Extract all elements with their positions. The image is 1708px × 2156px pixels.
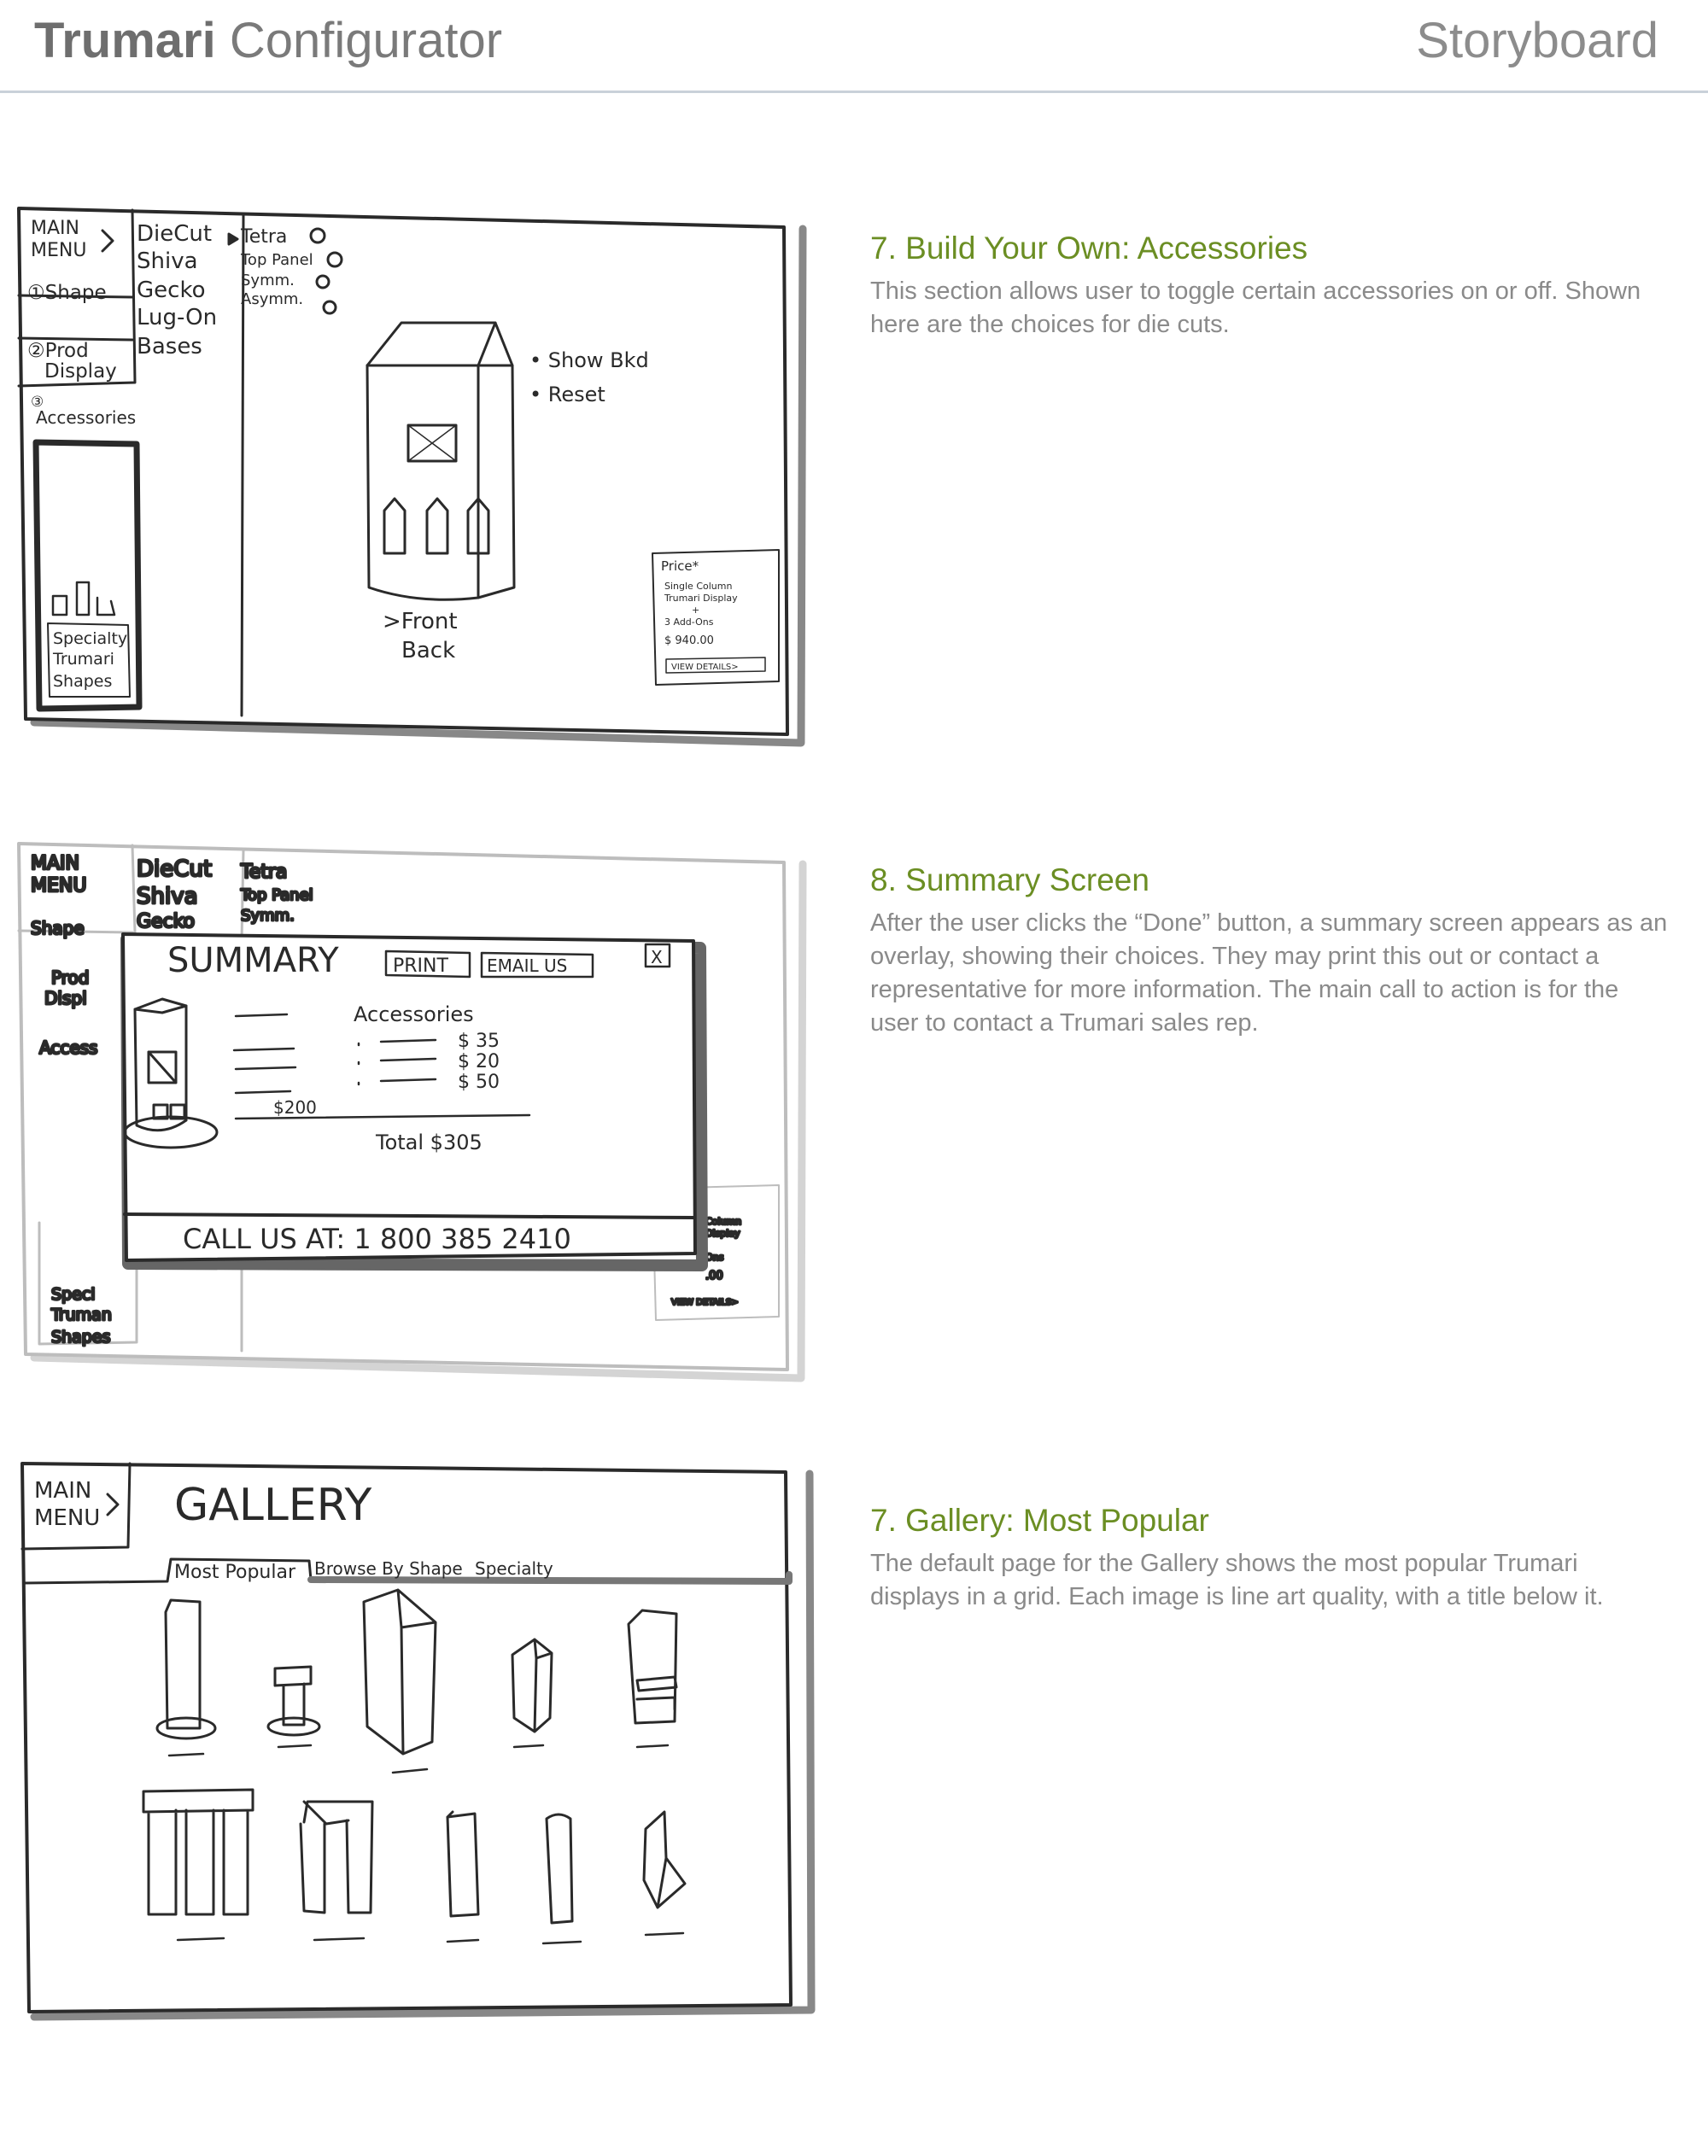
gallery-item-6[interactable]: [143, 1790, 253, 1940]
bg-main-menu-line2: MENU: [31, 875, 87, 897]
product-name: Configurator: [229, 13, 503, 68]
bg-step-accessories: Access: [39, 1037, 98, 1058]
tab-specialty[interactable]: Specialty: [475, 1558, 553, 1579]
bg-category-shiva: Shiva: [137, 884, 198, 909]
specialty-shapes-thumbnail: [53, 582, 114, 615]
bg-step-display: Displ: [44, 988, 87, 1008]
view-front-link[interactable]: >Front: [383, 609, 458, 634]
bg-category-gecko: Gecko: [137, 911, 196, 932]
option-symm[interactable]: Symm.: [241, 272, 295, 289]
bg-view-details: VIEW DETAILS>: [671, 1298, 739, 1307]
bg-specialty-line3: Shapes: [51, 1328, 111, 1347]
bg-option-top-panel: Top Panel: [241, 886, 313, 904]
summary-overlay: [123, 934, 695, 1260]
frame-description: The default page for the Gallery shows the most popular Trumari displays in a grid. Each image is line art quality, with a title below it.: [870, 1550, 1604, 1610]
bg-step-prod: Prod: [51, 967, 90, 988]
tab-most-popular[interactable]: Most Popular: [174, 1562, 296, 1583]
gallery-item-8[interactable]: [447, 1812, 478, 1942]
gallery-item-9[interactable]: [543, 1814, 581, 1943]
sketch-summary: [0, 838, 820, 1385]
category-diecut[interactable]: DieCut: [137, 221, 213, 247]
price-total: $ 940.00: [664, 634, 714, 647]
bg-option-symm: Symm.: [241, 907, 295, 925]
product-preview-drawing: [367, 323, 514, 599]
print-button-label[interactable]: PRINT: [393, 955, 448, 977]
price-label: Price*: [661, 558, 699, 574]
gallery-item-7[interactable]: [301, 1802, 372, 1940]
bg-price-line4: .00: [705, 1270, 723, 1282]
category-lug-on[interactable]: Lug-On: [137, 305, 218, 330]
option-tetra[interactable]: Tetra: [241, 226, 288, 248]
tab-browse-by-shape[interactable]: Browse By Shape: [314, 1558, 463, 1579]
caption-gallery: [870, 1503, 1673, 1614]
toggle-tetra-icon[interactable]: [311, 229, 325, 242]
price-item-line1: Single Column: [664, 581, 733, 592]
page-header: [0, 0, 1708, 92]
toggle-top-panel-icon[interactable]: [328, 253, 342, 266]
accessory-price-1: $ 35: [458, 1031, 500, 1052]
section-label: Storyboard: [1416, 13, 1658, 68]
bg-specialty-line1: Speci: [51, 1285, 96, 1304]
brand-name: Trumari: [34, 13, 216, 68]
document-title: [34, 12, 502, 69]
price-plus: +: [692, 605, 700, 616]
step-prod[interactable]: ②Prod: [27, 340, 89, 362]
step-shape[interactable]: ①Shape: [27, 282, 107, 304]
gallery-title: GALLERY: [174, 1480, 372, 1531]
header-divider: [0, 91, 1708, 93]
bg-main-menu-line1: MAIN: [31, 853, 79, 874]
step-display[interactable]: Display: [44, 360, 117, 383]
specialty-line2: Trumari: [53, 650, 114, 669]
accessory-price-2: $ 20: [458, 1051, 500, 1072]
main-menu-line2[interactable]: MENU: [34, 1505, 101, 1531]
bg-price-line3: Ons: [705, 1252, 724, 1263]
chevron-right-icon: [102, 231, 113, 251]
specialty-line1: Specialty: [53, 629, 128, 648]
caption-summary: [870, 862, 1673, 1040]
gallery-item-3[interactable]: [364, 1590, 436, 1773]
price-addons: 3 Add-Ons: [664, 616, 714, 628]
reset-link[interactable]: • Reset: [529, 383, 605, 406]
accessory-price-3: $ 50: [458, 1072, 500, 1093]
gallery-item-10[interactable]: [644, 1812, 685, 1935]
gallery-item-5[interactable]: [629, 1610, 676, 1747]
bg-price-line1: Column: [705, 1216, 742, 1227]
call-us-text[interactable]: CALL US AT: 1 800 385 2410: [183, 1223, 571, 1255]
step-accessories[interactable]: Accessories: [36, 407, 137, 428]
summary-total: Total $305: [376, 1131, 483, 1154]
sketch-gallery: [0, 1457, 820, 2037]
bg-price-line2: Display: [705, 1228, 740, 1239]
sketch-frame: [22, 1464, 791, 2012]
show-background-link[interactable]: • Show Bkd: [529, 348, 649, 372]
main-menu-line2[interactable]: MENU: [31, 240, 87, 261]
specialty-line3: Shapes: [53, 672, 113, 691]
gallery-item-1[interactable]: [157, 1600, 215, 1756]
main-menu-line1[interactable]: MAIN: [34, 1478, 92, 1504]
view-back-link[interactable]: Back: [401, 638, 456, 663]
gallery-item-2[interactable]: [268, 1667, 319, 1747]
frame-title: 7. Gallery: Most Popular: [870, 1503, 1209, 1538]
selected-arrow-icon: [229, 234, 237, 244]
bg-category-diecut: DieCut: [137, 856, 213, 882]
option-top-panel[interactable]: Top Panel: [241, 251, 313, 269]
main-menu-line1[interactable]: MAIN: [31, 218, 79, 239]
bg-specialty-line2: Truman: [51, 1306, 112, 1324]
caption-accessories: [870, 231, 1673, 342]
base-price: $200: [273, 1097, 317, 1118]
bg-step-shape: Shape: [31, 918, 85, 938]
option-asymm[interactable]: Asymm.: [241, 290, 304, 308]
step-accessories-number: ③: [31, 394, 44, 411]
chevron-right-icon: [108, 1494, 118, 1515]
toggle-asymm-icon[interactable]: [324, 301, 336, 313]
close-icon[interactable]: X: [651, 947, 663, 967]
category-bases[interactable]: Bases: [137, 334, 202, 359]
frame-description: After the user clicks the “Done” button, a summary screen appears as an overlay, showing their choices. They may print this out or contact a representative for more information. The main call to action is for the user to contact a Trumari sales rep.: [870, 909, 1668, 1037]
view-details-label[interactable]: VIEW DETAILS>: [671, 663, 739, 672]
email-us-button-label[interactable]: EMAIL US: [487, 955, 568, 976]
toggle-symm-icon[interactable]: [317, 276, 329, 288]
category-shiva[interactable]: Shiva: [137, 248, 198, 274]
accessories-heading: Accessories: [354, 1002, 474, 1026]
category-gecko[interactable]: Gecko: [137, 278, 206, 303]
summary-title: SUMMARY: [167, 941, 339, 980]
price-item-line2: Trumari Display: [664, 593, 738, 604]
bg-option-tetra: Tetra: [241, 862, 288, 883]
sketch-accessories: [0, 203, 820, 750]
frame-title: 7. Build Your Own: Accessories: [870, 231, 1308, 266]
gallery-item-4[interactable]: [512, 1639, 552, 1747]
specialty-panel: [36, 442, 139, 709]
frame-description: This section allows user to toggle certain accessories on or off. Shown here are the choices for die cuts.: [870, 278, 1641, 338]
frame-title: 8. Summary Screen: [870, 862, 1149, 897]
